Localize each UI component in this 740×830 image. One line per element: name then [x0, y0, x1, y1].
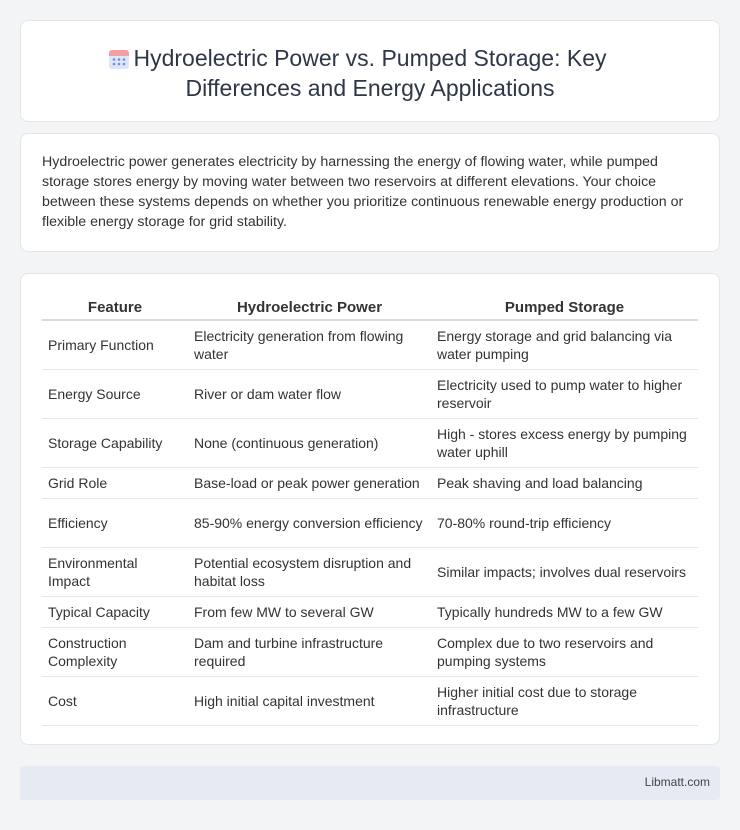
table-row	[42, 320, 698, 370]
intro-paragraph: Hydroelectric power generates electricity by harnessing the energy of flowing water, while pumped storage stores energy by moving water between two reservoirs at different elevations. Your choice between these systems depends on whether you prioritize continuous renewable energy production or flexible energy storage for grid stability.	[42, 154, 684, 230]
pumped-storage-cell: Higher initial cost due to storage infrastructure	[431, 677, 698, 726]
hydroelectric-cell: High initial capital investment	[188, 677, 431, 726]
table-header-row	[42, 294, 698, 320]
feature-cell: Primary Function	[42, 320, 188, 370]
table-row	[42, 597, 698, 628]
table-row	[42, 628, 698, 677]
hydroelectric-cell: Potential ecosystem disruption and habitat loss	[188, 548, 431, 597]
comparison-table-card	[20, 273, 720, 745]
table-row	[42, 419, 698, 468]
pumped-storage-cell: Peak shaving and load balancing	[431, 468, 698, 499]
header-hydroelectric: Hydroelectric Power	[188, 294, 431, 320]
hydroelectric-cell: None (continuous generation)	[188, 419, 431, 468]
feature-cell: Grid Role	[42, 468, 188, 499]
hydroelectric-cell: Base-load or peak power generation	[188, 468, 431, 499]
page-title: Hydroelectric Power vs. Pumped Storage: Key Differences and Energy Applications	[133, 45, 607, 101]
feature-cell: Energy Source	[42, 370, 188, 419]
feature-cell: Efficiency	[42, 499, 188, 548]
comparison-table	[42, 294, 698, 726]
table-row	[42, 468, 698, 499]
table-row	[42, 499, 698, 548]
hydroelectric-cell: From few MW to several GW	[188, 597, 431, 628]
hydroelectric-cell: Electricity generation from flowing water	[188, 320, 431, 370]
feature-cell: Environmental Impact	[42, 548, 188, 597]
footer-bar	[20, 766, 720, 800]
intro-card	[20, 133, 720, 252]
pumped-storage-cell: Energy storage and grid balancing via water pumping	[431, 320, 698, 370]
header-pumped-storage: Pumped Storage	[431, 294, 698, 320]
feature-cell: Typical Capacity	[42, 597, 188, 628]
hydroelectric-cell: 85-90% energy conversion efficiency	[188, 499, 431, 548]
table-row	[42, 370, 698, 419]
table-row	[42, 548, 698, 597]
hydroelectric-cell: Dam and turbine infrastructure required	[188, 628, 431, 677]
pumped-storage-cell: Electricity used to pump water to higher reservoir	[431, 370, 698, 419]
feature-cell: Construction Complexity	[42, 628, 188, 677]
pumped-storage-cell: Complex due to two reservoirs and pumping systems	[431, 628, 698, 677]
feature-cell: Cost	[42, 677, 188, 726]
pumped-storage-cell: 70-80% round-trip efficiency	[431, 499, 698, 548]
pumped-storage-cell: High - stores excess energy by pumping water uphill	[431, 419, 698, 468]
feature-cell: Storage Capability	[42, 419, 188, 468]
hydroelectric-cell: River or dam water flow	[188, 370, 431, 419]
footer-site-link[interactable]: Libmatt.com	[644, 775, 710, 789]
pumped-storage-cell: Similar impacts; involves dual reservoirs	[431, 548, 698, 597]
header-feature: Feature	[42, 294, 188, 320]
title-card	[20, 20, 720, 122]
table-row	[42, 677, 698, 726]
pumped-storage-cell: Typically hundreds MW to a few GW	[431, 597, 698, 628]
